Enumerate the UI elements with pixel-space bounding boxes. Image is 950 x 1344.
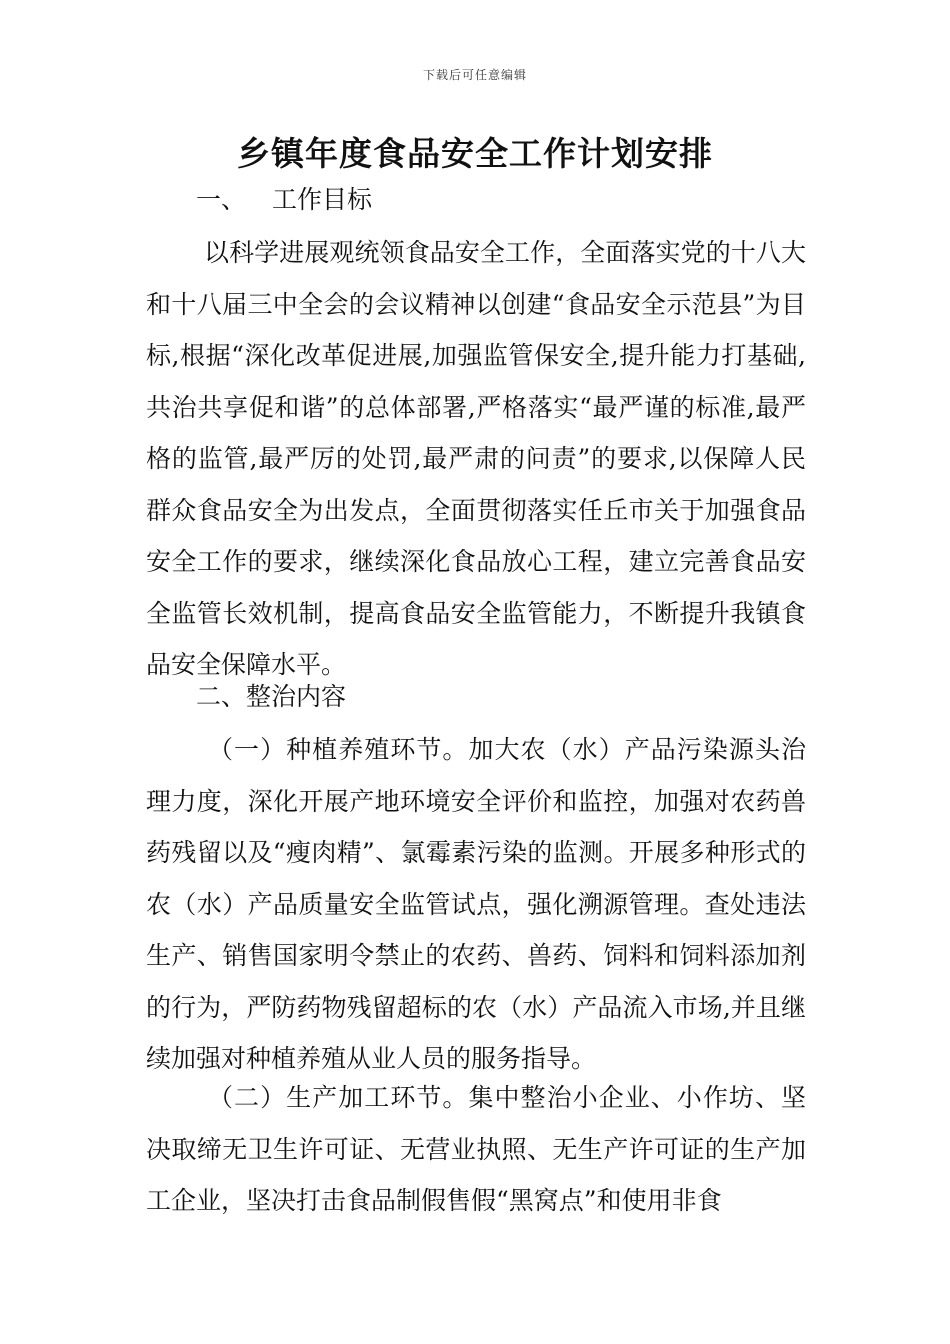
paragraph-production-processing: （二）生产加工环节。集中整治小企业、小作坊、坚决取缔无卫生许可证、无营业执照、无生产许可证的生产加工企业，坚决打击食品制假售假“黑窝点”和使用非食 [146,1083,806,1215]
paragraph-goals: 以科学进展观统领食品安全工作，全面落实党的十八大和十八届三中全会的会议精神以创建“食品安全示范县”为目标,根据“深化改革促进展,加强监管保安全,提升能力打基础,共治共享促和谐”的总体部署,严格落实“最严谨的标准,最严格的监管,最严厉的处罚,最严肃的问责”的要求,以保障人民群众食品安全为出发点，全面贯彻落实任丘市关于加强食品安全工作的要求，继续深化食品放心工程，建立完善食品安全监管长效机制，提高食品安全监管能力，不断提升我镇食品安全保障水平。 [146,238,806,679]
section-heading-goals [196,180,372,216]
paragraph-planting-breeding: （一）种植养殖环节。加大农（水）产品污染源头治理力度，深化开展产地环境安全评价和监控，加强对农药兽药残留以及“瘦肉精”、氯霉素污染的监测。开展多种形式的农（水）产品质量安全监管试点，强化溯源管理。查处违法生产、销售国家明令禁止的农药、兽药、饲料和饲料添加剂的行为，严防药物残留超标的农（水）产品流入市场,并且继续加强对种植养殖从业人员的服务指导。 [146,735,806,1073]
section-number: 一、 [196,185,247,214]
section-heading-content: 二、整治内容 [196,682,347,711]
section-heading-text: 工作目标 [272,185,373,214]
document-title: 乡镇年度食品安全工作计划安排 [237,134,713,173]
header-note: 下载后可任意编辑 [422,68,527,82]
